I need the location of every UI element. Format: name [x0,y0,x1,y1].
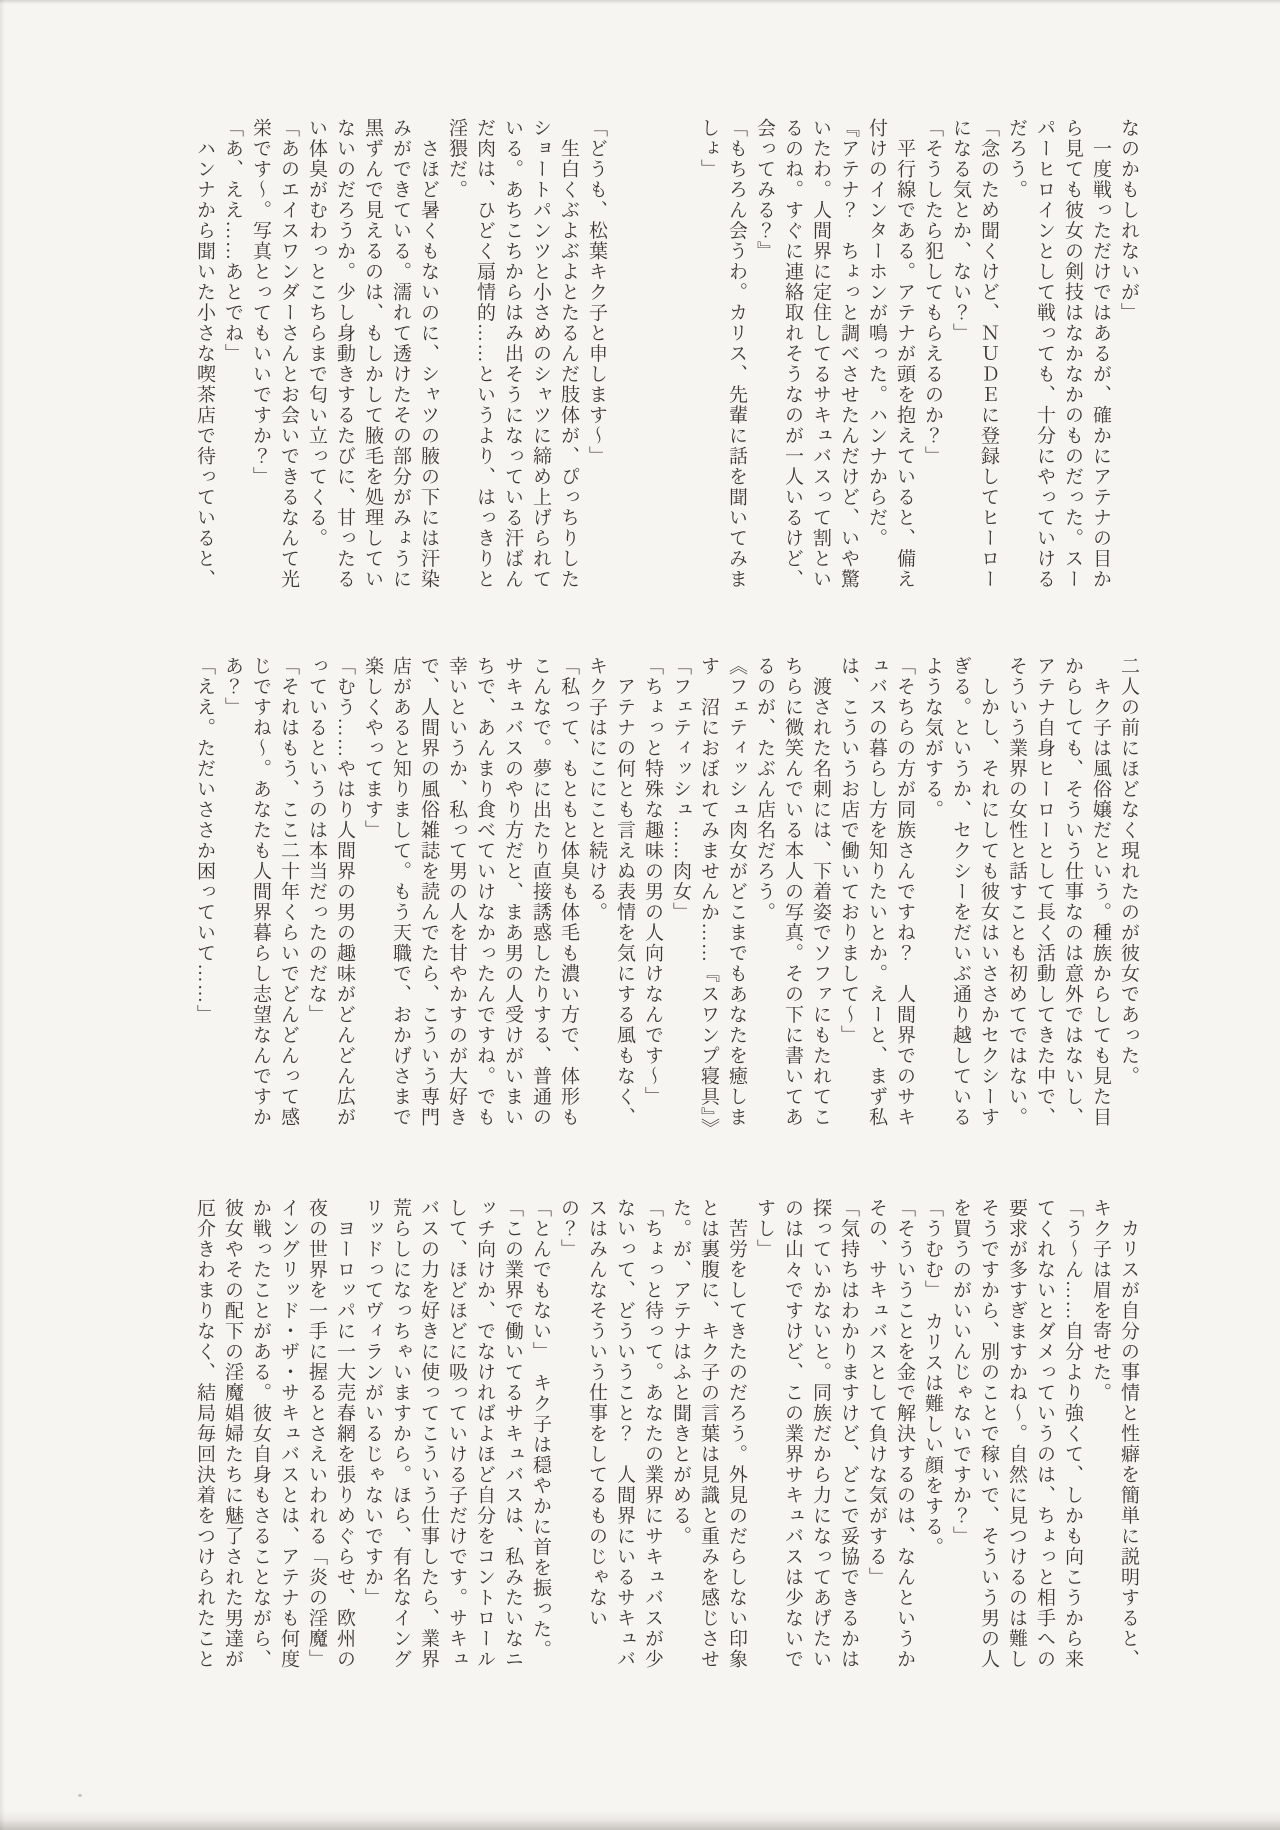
text-column: 会ってみる？』 [754,118,775,262]
text-column: 「そちらの方が同族さんですね？ 人間界でのサキ [894,656,915,1128]
text-column: ハンナから聞いた小さな喫茶店で待っていると、 [194,118,215,590]
text-column: るのが、たぶん店名だろう。 [754,656,775,923]
text-column: その、サキュバスとして負けな気がする」 [866,1198,887,1588]
text-column: 「そういうことを金で解決するのは、なんというか [894,1198,915,1670]
text-column: 「この業界で働いてるサキュバスは、私みたいなニ [502,1198,523,1670]
text-column: じですね〜。あなたも人間界暮らし志望なんですか [250,656,271,1128]
column-gap [610,118,638,648]
text-column: キク子はにこにこと続ける。 [586,656,607,923]
text-column: 「ちょっと特殊な趣味の男の人向けなんです〜」 [642,656,663,1107]
column-gap [638,118,666,648]
text-column: 黒ずんで見えるのは、もしかして腋毛を処理してい [362,118,383,590]
text-column: 淫猥だ。 [446,118,467,200]
text-column: 「そうしたら犯してもらえるのか？」 [922,118,943,467]
text-column: 幸いというか、私って男の人を甘やかすのが大好き [446,656,467,1128]
text-column: は、こういうお店で働いておりまして〜」 [838,656,859,1046]
scan-speck [78,1794,82,1797]
text-column: スはみんなそういう仕事をしてるものじゃない [586,1198,607,1629]
text-column: 苦労をしてきたのだろう。外見のだらしない印象 [726,1198,747,1670]
text-column: して、ほどほどに吸っていける子だけです。サキュ [446,1198,467,1670]
text-column: とは裏腹に、キク子の言葉は見識と重みを感じさせ [698,1198,719,1670]
text-column: ような気がする。 [922,656,943,820]
text-column: 付けのインターホンが鳴った。ハンナからだ。 [866,118,887,549]
scan-edge-left [0,0,5,1830]
text-column: 平行線である。アテナが頭を抱えていると、備え [894,118,915,590]
text-column: 渡された名刺には、下着姿でソファにもたれてこ [810,656,831,1128]
text-column: 一度戦っただけではあるが、確かにアテナの目か [1090,118,1111,590]
text-column: アテナ自身ヒーローとして長く活動してきた中で、 [1034,656,1055,1128]
text-column: す 沼におぼれてみませんか……『スワンプ寝具』》 [698,656,719,1139]
text-column: ちらに微笑んでいる本人の写真。その下に書いてあ [782,656,803,1128]
text-column: 「念のため聞くけど、ＮＵＤＥに登録してヒーロー [978,118,999,590]
text-column: か戦ったことがある。彼女自身もさることながら、 [250,1198,271,1670]
text-column: 「フェティッシュ……肉女」 [670,656,691,923]
text-column: キク子は眉を寄せた。 [1090,1198,1111,1403]
text-column: 探っていかないと。同族だから力になってあげたい [810,1198,831,1670]
text-column: てくれないとダメっていうのは、ちょっと相手への [1034,1198,1055,1670]
text-column: 《フェティッシュ肉女がどこまでもあなたを癒しま [726,656,747,1128]
text-column: 彼女やその配下の淫魔娼婦たちに魅了された男達が [222,1198,243,1670]
text-column: ュバスの暮らし方を知りたいとか。えーと、まず私 [866,656,887,1128]
text-column: ちで、あんまり食べていけなかったんですね。でも [474,656,495,1128]
text-column: だ肉は、ひどく扇情的……というより、はっきりと [474,118,495,590]
text-column: の？」 [558,1198,579,1260]
text-column: ヨーロッパに一大売春網を張りめぐらせ、欧州の [334,1198,355,1670]
text-column: さほど暑くもないのに、シャツの腋の下には汗染 [418,118,439,590]
text-column: 「あのエイスワンダーさんとお会いできるなんて光 [278,118,299,590]
text-column: るのね。すぐに連絡取れそうなのが一人いるけど、 [782,118,803,590]
text-column: で、人間界の風俗雑誌を読んでたら、こういう専門 [418,656,439,1128]
text-column: 「むう……やはり人間界の男の趣味がどんどん広が [334,656,355,1128]
text-column: 生白くぶよぶよとたるんだ肢体が、ぴっちりした [558,118,579,590]
text-block-bottom [190,1198,1142,1680]
scan-edge-top [0,0,1280,4]
text-column: リッドってヴィランがいるじゃないですか」 [362,1198,383,1608]
text-column: ないって、どういうこと？ 人間界にいるサキュバ [614,1198,635,1670]
text-column: 「うむむ」 カリスは難しい顔をする。 [922,1198,943,1558]
text-column: っているというのは本当だったのだな」 [306,656,327,1025]
text-column: 『アテナ？ ちょっと調べさせたんだけど、いや驚 [838,118,859,590]
text-column: 要求が多すぎますかね〜。自然に見つけるのは難し [1006,1198,1027,1670]
text-column: しかし、それにしても彼女はいささかセクシーす [978,656,999,1128]
text-column: しょ」 [698,118,719,180]
text-column: いる。あちこちからはみ出そうになっている汗ばん [502,118,523,590]
text-column: なのかもしれないが」 [1118,118,1139,323]
text-column: い体臭がむわっとこちらまで匂い立ってくる。 [306,118,327,549]
text-column: 夜の世界を一手に握るとさえいわれる「炎の淫魔」 [306,1198,327,1670]
text-column: みができている。濡れて透けたその部分がみょうに [390,118,411,590]
text-column: すし」 [754,1198,775,1260]
text-column: 「私って、もともと体臭も体毛も濃い方で、体形も [558,656,579,1128]
text-column: ないのだろうか。少し身動きするたびに、甘ったる [334,118,355,590]
text-column: ッチ向けか、でなければよほど自分をコントロール [474,1198,495,1670]
text-column: そうですから、別のことで稼いで、そういう男の人 [978,1198,999,1670]
scan-edge-bottom [0,1810,1280,1830]
text-column: アテナの何とも言えぬ表情を気にする風もなく、 [614,656,635,1128]
text-column: あ？」 [222,656,243,718]
text-column: た。が、アテナはふと聞きとがめる。 [670,1198,691,1547]
text-column: のは山々ですけど、この業界サキュバスは少ないで [782,1198,803,1670]
text-column: イングリッド・ザ・サキュバスとは、アテナも何度 [278,1198,299,1670]
text-column: 店があると知りまして。もう天職で、おかげさまで [390,656,411,1128]
text-column: ぎる。というか、セクシーをだいぶ通り越している [950,656,971,1128]
text-column: バスの力を好きに使ってこういう仕事したら、業界 [418,1198,439,1670]
text-column: になる気とか、ない？」 [950,118,971,344]
text-column: こんなで。夢に出たり直接誘惑したりする、普通の [530,656,551,1128]
text-column: 二人の前にほどなく現れたのが彼女であった。 [1118,656,1139,1087]
text-column: 楽しくやってます」 [362,656,383,841]
text-block-top [190,118,1142,648]
text-column: を買うのがいいんじゃないですか？」 [950,1198,971,1547]
text-column: からしても、そういう仕事なのは意外ではないし、 [1062,656,1083,1128]
text-column: だろう。 [1006,118,1027,200]
text-column: そういう業界の女性と話すことも初めてではない。 [1006,656,1027,1128]
text-column: 「それはもう、ここ二十年くらいでどんどんって感 [278,656,299,1128]
text-column: 荒らしになっちゃいますから。ほら、有名なイング [390,1198,411,1670]
text-column: キク子は風俗嬢だという。種族からしても見た目 [1090,656,1111,1128]
text-column: 「あ、ええ……あとでね」 [222,118,243,364]
text-column: 「う〜ん……自分より強くて、しかも向こうから来 [1062,1198,1083,1670]
text-column: パーヒロインとして戦っても、十分にやっていける [1034,118,1055,590]
text-column: 「気持ちはわかりますけど、どこで妥協できるかは [838,1198,859,1670]
text-column: ら見ても彼女の剣技はなかなかのものだった。スー [1062,118,1083,590]
text-column: 「もちろん会うわ。カリス、先輩に話を聞いてみま [726,118,747,590]
text-column: サキュバスのやり方だと、まあ男の人受けがいまい [502,656,523,1128]
text-column: いたわ。人間界に定住してるサキュバスって割とい [810,118,831,590]
text-column: ショートパンツと小さめのシャツに締め上げられて [530,118,551,590]
text-column: カリスが自分の事情と性癖を簡単に説明すると、 [1118,1198,1139,1670]
text-column: 栄です〜。写真とってもいいですか？」 [250,118,271,487]
column-gap [666,118,694,648]
text-block-middle [190,656,1142,1146]
text-column: 「ちょっと待って。あなたの業界にサキュバスが少 [642,1198,663,1670]
text-column: 「ええ。ただいささか困っていて……」 [194,656,215,1025]
text-column: 厄介きわまりなく、結局毎回決着をつけられたこと [194,1198,215,1670]
text-column: 「どうも、松葉キク子と申します〜」 [586,118,607,467]
text-column: 「とんでもない」 キク子は穏やかに首を振った。 [530,1198,551,1660]
